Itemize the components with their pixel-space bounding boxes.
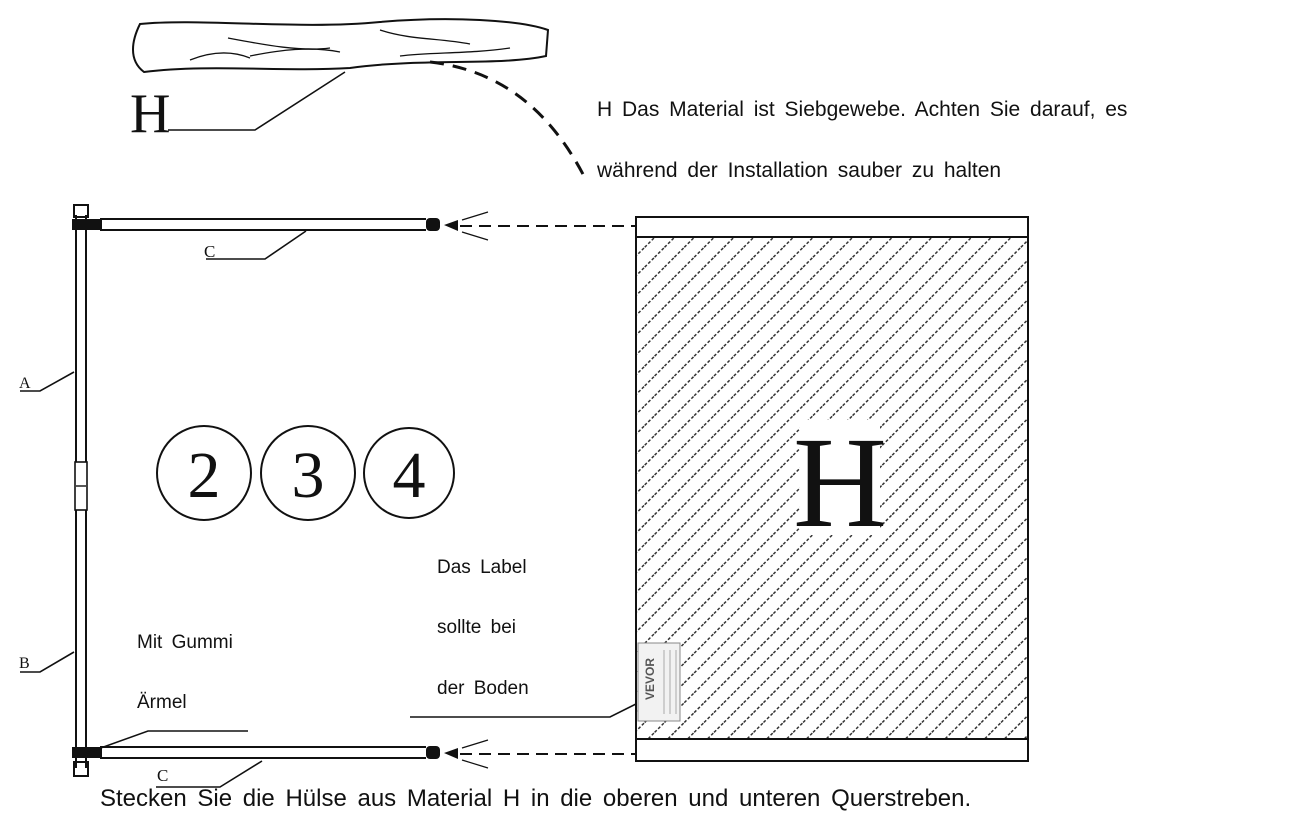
tag-brand: VEVOR [643, 657, 657, 700]
sleeve-note-leader [84, 731, 248, 754]
fabric-panel [636, 217, 1028, 761]
fabric-label: H [130, 83, 171, 145]
rod-top-label: C [204, 242, 216, 261]
rod-top-leader [206, 231, 306, 259]
insert-arrow-bottom [444, 740, 636, 768]
fabric-callout-arc [430, 62, 585, 178]
label-note-line: sollte bei [437, 617, 516, 638]
fabric-roll [133, 19, 548, 72]
step-circles [157, 426, 454, 520]
insert-arrow-top [444, 212, 636, 240]
note-material: H Das Material ist Siebgewebe. Achten Sie darauf, es [597, 98, 1128, 121]
step-number: 4 [392, 439, 426, 512]
step-number: 2 [187, 439, 221, 512]
label-note-line: der Boden [437, 678, 529, 699]
pole-upper-label: A [19, 375, 31, 392]
rod-top [72, 218, 440, 231]
label-note-line: Das Label [437, 557, 527, 578]
instruction-caption: Stecken Sie die Hülse aus Material H in die oberen und unteren Querstreben. [100, 785, 972, 812]
vevor-tag [638, 643, 680, 721]
rod-bottom-label: C [157, 766, 169, 785]
rod-bottom [72, 746, 440, 759]
pole-lower-label: B [19, 655, 30, 672]
fabric-panel-label: H [793, 411, 887, 555]
note-keep-clean: während der Installation sauber zu halten [597, 159, 1002, 182]
label-note-leader [410, 704, 636, 717]
sleeve-note-line: Ärmel [137, 692, 187, 713]
rod-bottom-leader [156, 761, 262, 787]
sleeve-note-line: Mit Gummi [137, 632, 233, 653]
fabric-leader [168, 72, 345, 130]
step-number: 3 [291, 439, 325, 512]
